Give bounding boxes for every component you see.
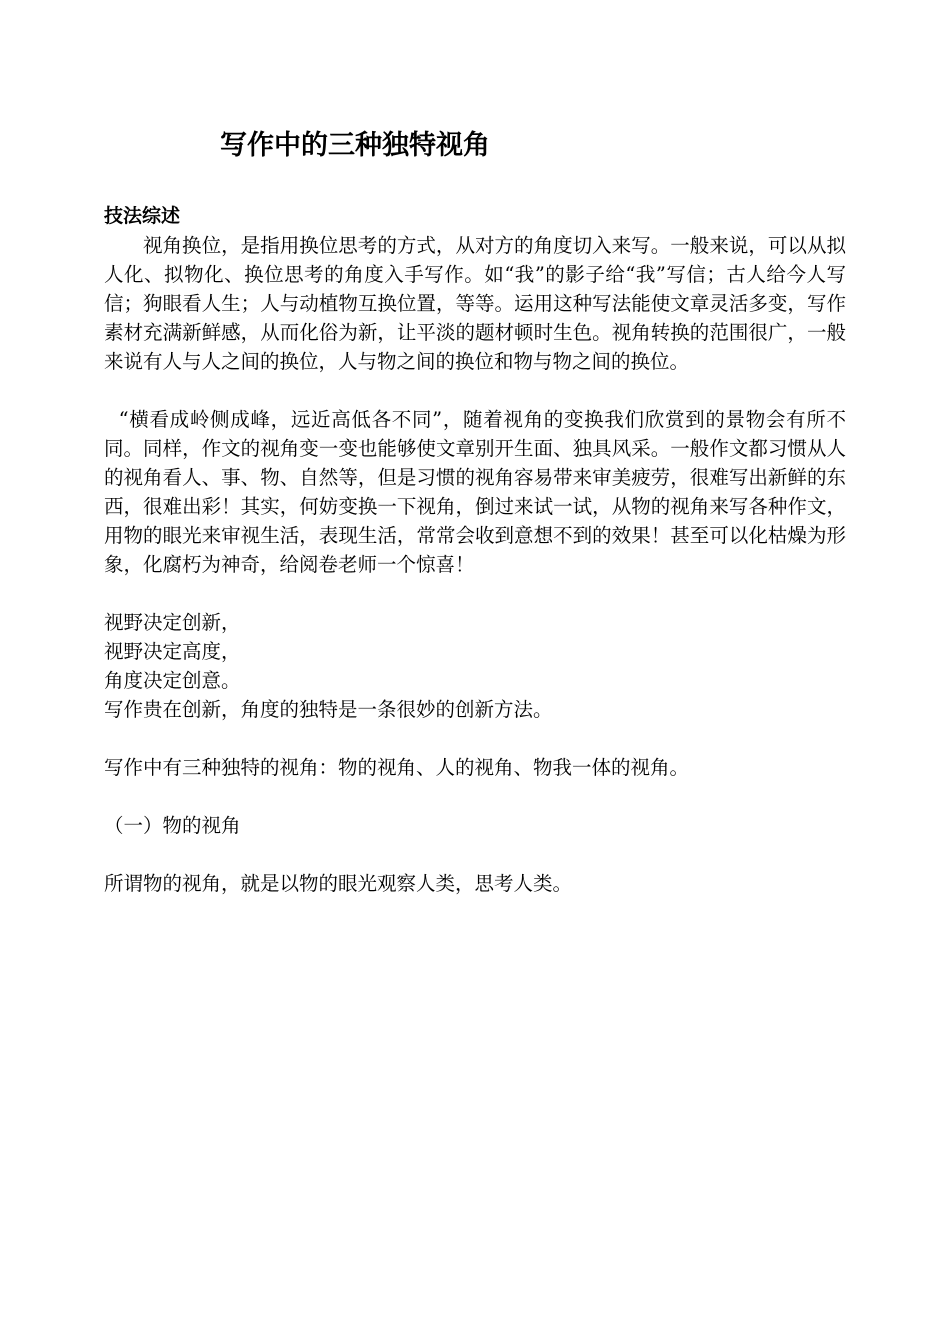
spacer	[104, 376, 846, 405]
section-heading: 技法综述	[104, 205, 181, 227]
paragraph-perspective-change: “横看成岭侧成峰，远近高低各不同”，随着视角的变换我们欣赏到的景物会有所不同。同样，作文的视角变一变也能够使文章别开生面、独具风采。一般作文都习惯从人的视角看人、事、物、自然等，但是习惯的视角容易带来审美疲劳，很难写出新鲜的东西，很难出彩！其实，何妨变换一下视角，倒过来试一试，从物的视角来写各种作文，用物的眼光来审视生活，表现生活，常常会收到意想不到的效果！甚至可以化枯燥为形象，化腐朽为神奇，给阅卷老师一个惊喜！	[104, 408, 846, 576]
document-body	[104, 202, 846, 898]
verse-line: 视野决定高度，	[104, 640, 241, 663]
subsection-text: 所谓物的视角，就是以物的眼光观察人类，思考人类。	[104, 872, 573, 895]
spacer	[104, 782, 846, 811]
spacer	[104, 724, 846, 753]
spacer	[104, 840, 846, 869]
document-title: 写作中的三种独特视角	[220, 130, 490, 161]
spacer	[104, 579, 846, 608]
three-views-statement: 写作中有三种独特的视角：物的视角、人的视角、物我一体的视角。	[104, 756, 690, 779]
verse-line: 视野决定创新，	[104, 611, 241, 634]
verse-line: 角度决定创意。	[104, 669, 241, 692]
subsection-heading: （一）物的视角	[104, 814, 241, 837]
paragraph-technique-overview: 视角换位，是指用换位思考的方式，从对方的角度切入来写。一般来说，可以从拟人化、拟物化、换位思考的角度入手写作。如“我”的影子给“我”写信；古人给今人写信；狗眼看人生；人与动植物互换位置，等等。运用这种写法能使文章灵活多变，写作素材充满新鲜感，从而化俗为新，让平淡的题材顿时生色。视角转换的范围很广，一般来说有人与人之间的换位，人与物之间的换位和物与物之间的换位。	[104, 234, 846, 373]
verse-line: 写作贵在创新，角度的独特是一条很妙的创新方法。	[104, 698, 553, 721]
